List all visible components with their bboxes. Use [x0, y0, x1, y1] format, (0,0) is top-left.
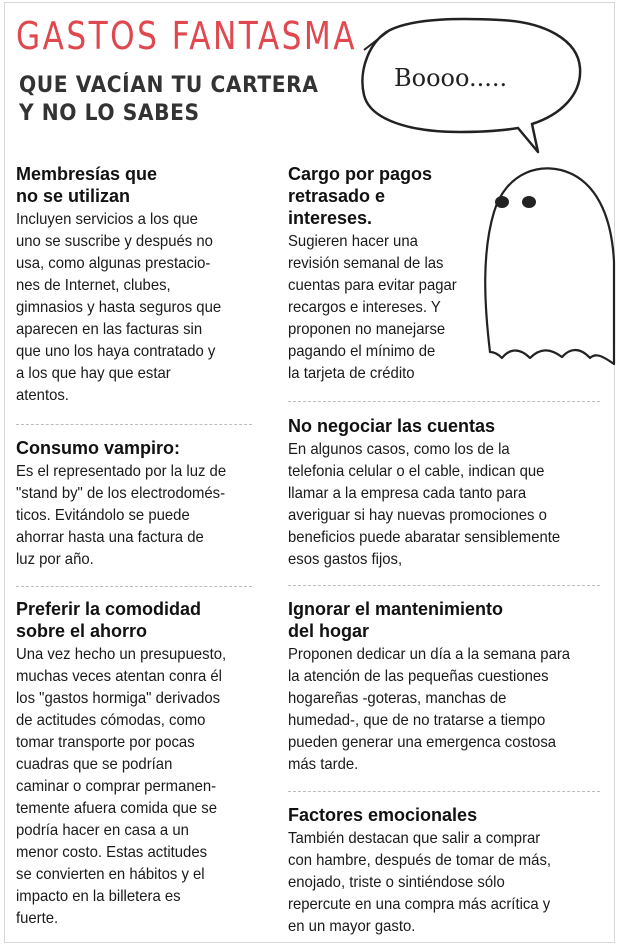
- body-line: menor costo. Estas actitudes: [16, 844, 208, 861]
- section-body: [288, 231, 474, 385]
- divider: [16, 586, 252, 587]
- divider: [288, 401, 600, 402]
- subtitle-line: Y NO LO SABES: [19, 101, 200, 126]
- section-body: [16, 209, 258, 407]
- ghost-eye: [522, 196, 536, 208]
- heading-line: intereses.: [288, 208, 373, 228]
- section-heading: [288, 163, 488, 229]
- body-line: aparecen en las facturas sin: [16, 321, 203, 338]
- heading-line: Factores emocionales: [288, 805, 478, 825]
- body-line: humedad-, que de no tratarse a tiempo: [288, 712, 546, 729]
- section-heading: [288, 598, 608, 642]
- subtitle-line: QUE VACÍAN TU CARTERA: [19, 73, 319, 98]
- heading-line: sobre el ahorro: [16, 621, 148, 641]
- section-body: [16, 644, 258, 930]
- body-line: Sugieren hacer una: [288, 233, 418, 250]
- heading-line: retrasado e: [288, 186, 386, 206]
- body-line: esos gastos fijos,: [288, 551, 403, 568]
- body-line: caminar o comprar permanen-: [16, 778, 217, 795]
- ghost-eye: [495, 196, 509, 208]
- body-line: hogareñas -goteras, manchas de: [288, 690, 507, 707]
- body-line: Proponen dedicar un día a la semana para: [288, 646, 571, 663]
- section-cargo-pagos: [288, 163, 488, 385]
- section-mantenimiento: [288, 598, 608, 776]
- page-subtitle: [19, 72, 318, 128]
- body-line: tomar transporte por pocas: [16, 734, 195, 751]
- body-line: "stand by" de los electrodomés-: [16, 485, 226, 502]
- body-line: recargos e intereses. Y: [288, 299, 441, 316]
- body-line: usa, como algunas prestacio-: [16, 255, 211, 272]
- body-line: los "gastos hormiga" derivados: [16, 690, 221, 707]
- ghost-icon: [472, 152, 617, 367]
- page-title: GASTOS FANTASMA: [16, 14, 357, 58]
- body-line: de actitudes cómodas, como: [16, 712, 206, 729]
- heading-line: Consumo vampiro:: [16, 438, 181, 458]
- body-line: cuadras que se podrían: [16, 756, 173, 773]
- body-line: en un mayor gasto.: [288, 918, 416, 935]
- body-line: ahorrar hasta una factura de: [16, 529, 204, 546]
- body-line: proponen no manejarse: [288, 321, 446, 338]
- body-line: enojado, triste o sintiéndose sólo: [288, 874, 505, 891]
- body-line: impacto en la billetera es: [16, 888, 181, 905]
- section-heading: [288, 804, 608, 826]
- body-line: Es el representado por la luz de: [16, 463, 227, 480]
- section-negociar-cuentas: [288, 415, 608, 571]
- body-line: con hambre, después de tomar de más,: [288, 852, 552, 869]
- heading-line: del hogar: [288, 621, 370, 641]
- body-line: más tarde.: [288, 756, 359, 773]
- body-line: gimnasios y hasta seguros que: [16, 299, 222, 316]
- body-line: cuentas para evitar pagar: [288, 277, 457, 294]
- body-line: temente afuera comida que se: [16, 800, 218, 817]
- section-body: [288, 828, 586, 938]
- heading-line: Membresías que: [16, 164, 158, 184]
- body-line: llamar a la empresa cada tanto para: [288, 485, 527, 502]
- section-factores-emocionales: [288, 804, 608, 938]
- body-line: repercute en una compra más acrítica y: [288, 896, 551, 913]
- body-line: muchas veces atentan conra él: [16, 668, 222, 685]
- body-line: atentos.: [16, 387, 69, 404]
- divider: [288, 791, 600, 792]
- heading-line: Preferir la comodidad: [16, 599, 202, 619]
- section-heading: [16, 598, 276, 642]
- section-heading: [16, 163, 276, 207]
- divider: [16, 424, 252, 425]
- section-heading: [16, 437, 276, 459]
- heading-line: Cargo por pagos: [288, 164, 433, 184]
- section-consumo-vampiro: [16, 437, 276, 571]
- heading-line: No negociar las cuentas: [288, 416, 496, 436]
- heading-line: Ignorar el mantenimiento: [288, 599, 504, 619]
- body-line: que uno los haya contratado y: [16, 343, 216, 360]
- body-line: la tarjeta de crédito: [288, 365, 415, 382]
- body-line: pagando el mínimo de: [288, 343, 436, 360]
- section-heading: [288, 415, 608, 437]
- section-body: [288, 644, 586, 776]
- section-comodidad: [16, 598, 276, 930]
- body-line: Incluyen servicios a los que: [16, 211, 198, 228]
- section-body: [288, 439, 586, 571]
- body-line: se convierten en hábitos y el: [16, 866, 205, 883]
- body-line: telefonia celular o el cable, indican que: [288, 463, 545, 480]
- body-line: En algunos casos, como los de la: [288, 441, 510, 458]
- body-line: a los que hay que estar: [16, 365, 171, 382]
- body-line: uno se suscribe y después no: [16, 233, 213, 250]
- body-line: averiguar si hay nuevas promociones o: [288, 507, 547, 524]
- body-line: fuerte.: [16, 910, 59, 927]
- body-line: podría hacer en casa a un: [16, 822, 189, 839]
- body-line: la atención de las pequeñas cuestiones: [288, 668, 549, 685]
- body-line: Una vez hecho un presupuesto,: [16, 646, 227, 663]
- bubble-text: Boooo.....: [394, 64, 508, 92]
- divider: [288, 585, 600, 586]
- body-line: beneficios puede abaratar sensiblemente: [288, 529, 561, 546]
- body-line: luz por año.: [16, 551, 94, 568]
- body-line: ticos. Evitándolo se puede: [16, 507, 190, 524]
- speech-bubble-icon: [350, 10, 590, 155]
- body-line: revisión semanal de las: [288, 255, 444, 272]
- body-line: También destacan que salir a comprar: [288, 830, 541, 847]
- section-membresias: [16, 163, 276, 407]
- heading-line: no se utilizan: [16, 186, 131, 206]
- section-body: [16, 461, 258, 571]
- body-line: nes de Internet, clubes,: [16, 277, 171, 294]
- body-line: pueden generar una emergenca costosa: [288, 734, 557, 751]
